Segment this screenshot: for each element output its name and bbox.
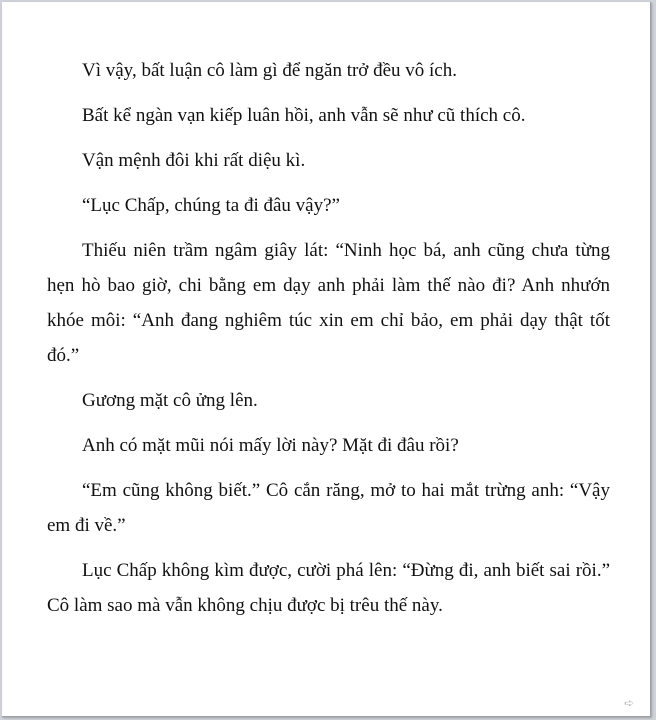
paragraph-4: “Lục Chấp, chúng ta đi đâu vậy?” (82, 195, 340, 216)
paragraph-3: Vận mệnh đôi khi rất diệu kì. (82, 150, 306, 171)
paragraph-8: “Em cũng không biết.” Cô cắn răng, mở to hai mắt trừng anh: “Vậy em đi về.” (47, 480, 610, 536)
document-page (2, 2, 651, 717)
document-body (47, 53, 610, 633)
arrow-right-icon[interactable]: ➪ (624, 696, 635, 710)
paragraph-9: Lục Chấp không kìm được, cười phá lên: “Đừng đi, anh biết sai rồi.” Cô làm sao mà vẫn không chịu được bị trêu thế này. (47, 560, 610, 616)
paragraph-5: Thiếu niên trầm ngâm giây lát: “Ninh học bá, anh cũng chưa từng hẹn hò bao giờ, chi bằng em dạy anh phải làm thế nào đi? Anh nhướn khóe môi: “Anh đang nghiêm túc xin em chỉ bảo, em phải dạy thật tốt đó.” (47, 240, 610, 366)
paragraph-6: Gương mặt cô ửng lên. (82, 390, 258, 411)
paragraph-1: Vì vậy, bất luận cô làm gì để ngăn trở đều vô ích. (82, 60, 457, 81)
paragraph-2: Bất kể ngàn vạn kiếp luân hồi, anh vẫn sẽ như cũ thích cô. (82, 105, 526, 126)
paragraph-7: Anh có mặt mũi nói mấy lời này? Mặt đi đâu rồi? (82, 435, 459, 456)
